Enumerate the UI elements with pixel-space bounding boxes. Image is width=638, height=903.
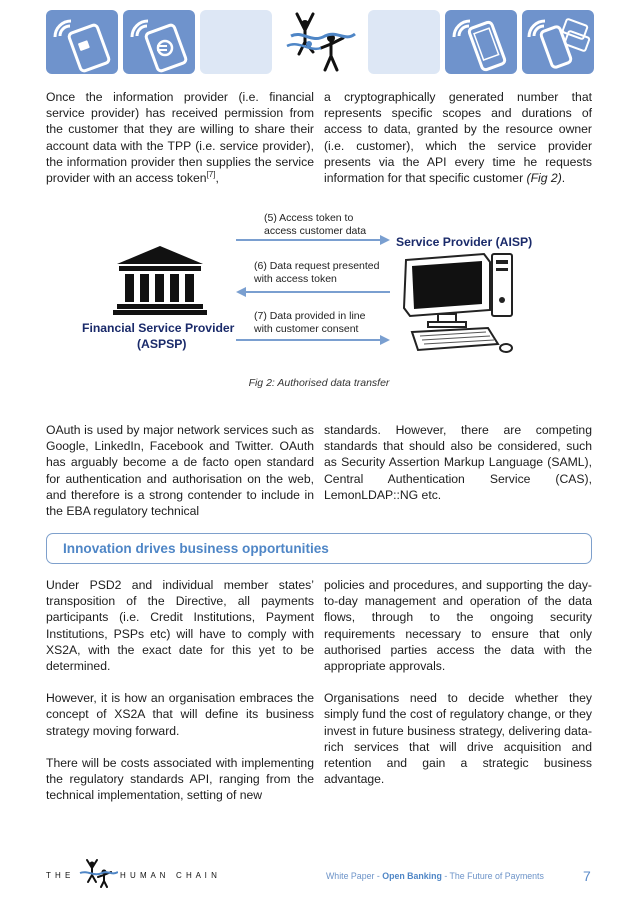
fig-2-caption: Fig 2: Authorised data transfer xyxy=(248,377,390,389)
innovation-right-paragraph-1: policies and procedures, and supporting the day-to-day management and operation of the data flows, through to the ongoing security requirements necessary to ensure that only authorised parties access the data with the appropriate approvals. xyxy=(324,578,592,674)
footer-logo-the: T H E xyxy=(46,871,72,880)
contactless-euro-card-icon xyxy=(123,10,195,74)
intro-left-column xyxy=(46,89,314,186)
provider-right-label: Service Provider (AISP) xyxy=(396,235,533,249)
contactless-phone-cards-icon xyxy=(522,10,594,74)
provider-left-label: Financial Service Provider xyxy=(82,321,235,335)
footer-logo xyxy=(46,858,226,888)
innovation-left-paragraph-1: Under PSD2 and individual member states’ transposition of the Directive, all payments participants (i.e. Credit Institutions, Payment Institutions, PSPs etc) will have to comply with XS2A, with the exact date for this yet to be determined. xyxy=(46,578,314,674)
innovation-left-paragraph-2: However, it is how an organisation embraces the concept of XS2A that will define its business strategy moving forward. xyxy=(46,691,314,738)
contactless-phone-icon xyxy=(445,10,517,74)
human-chain-figures-icon xyxy=(78,858,118,888)
innovation-left-column xyxy=(46,577,314,803)
section-title: Innovation drives business opportunities xyxy=(63,541,329,556)
step-6-label: (6) Data request presented with access token xyxy=(254,260,380,285)
blank-tile-2 xyxy=(368,10,440,74)
fig-2-reference: (Fig 2) xyxy=(526,171,562,186)
innovation-right-paragraph-2: Organisations need to decide whether they simply fund the cost of regulatory change, or they invest in future business strategy, delivering data-rich services that will drive acquisition and retention and gain a strategic business advantage. xyxy=(324,691,592,787)
innovation-right-column xyxy=(324,577,592,787)
desktop-computer-icon xyxy=(398,252,518,358)
step-7-label: (7) Data provided in line with customer consent xyxy=(254,310,366,335)
oauth-right-column xyxy=(324,422,592,503)
oauth-left-column xyxy=(46,422,314,519)
footer-open-banking: Open Banking xyxy=(382,871,442,881)
innovation-left-paragraph-3: There will be costs associated with implementing the regulatory standards API, ranging from the technical implementation, setting of new xyxy=(46,755,314,803)
intro-left-paragraph: Once the information provider (i.e. financial service provider) has received permission from the customer that they are willing to share their account data with the TPP (i.e. service provider), the information provider then supplies the service provider with an access token[7], xyxy=(46,90,314,186)
section-header-box xyxy=(46,533,592,564)
provider-left-sub-label: (ASPSP) xyxy=(137,337,187,351)
bank-building-icon xyxy=(113,244,207,316)
blank-tile-1 xyxy=(200,10,272,74)
oauth-left-paragraph: OAuth is used by major network services such as Google, LinkedIn, Facebook and Twitter. OAuth has arguably become a de facto open standard for authentication and authorisation on the web, and therefore is a strong contender to include in the EBA regulatory technical xyxy=(46,423,314,519)
intro-right-column xyxy=(324,89,592,186)
oauth-right-paragraph: standards. However, there are competing standards that should also be considered, such as Security Assertion Markup Language (SAML), Central Authentication Service (CAS), LemonLDAP::NG etc. xyxy=(324,423,592,502)
footer-logo-human-chain: H U M A N C H A I N xyxy=(120,871,218,880)
footer-text: White Paper - Open Banking - The Future of Payments xyxy=(326,871,544,881)
page-number: 7 xyxy=(583,868,591,884)
step-5-label: (5) Access token to access customer data xyxy=(264,212,367,237)
human-chain-figures-icon xyxy=(281,8,359,78)
intro-right-paragraph: a cryptographically generated number that represents specific scopes and durations of access to data, granted by the resource owner (i.e. customer), which the service provider presents via the API every time he requests information for that specific customer (Fig 2). xyxy=(324,90,592,186)
footnote-ref-7[interactable]: [7] xyxy=(206,169,216,179)
contactless-card-icon xyxy=(46,10,118,74)
